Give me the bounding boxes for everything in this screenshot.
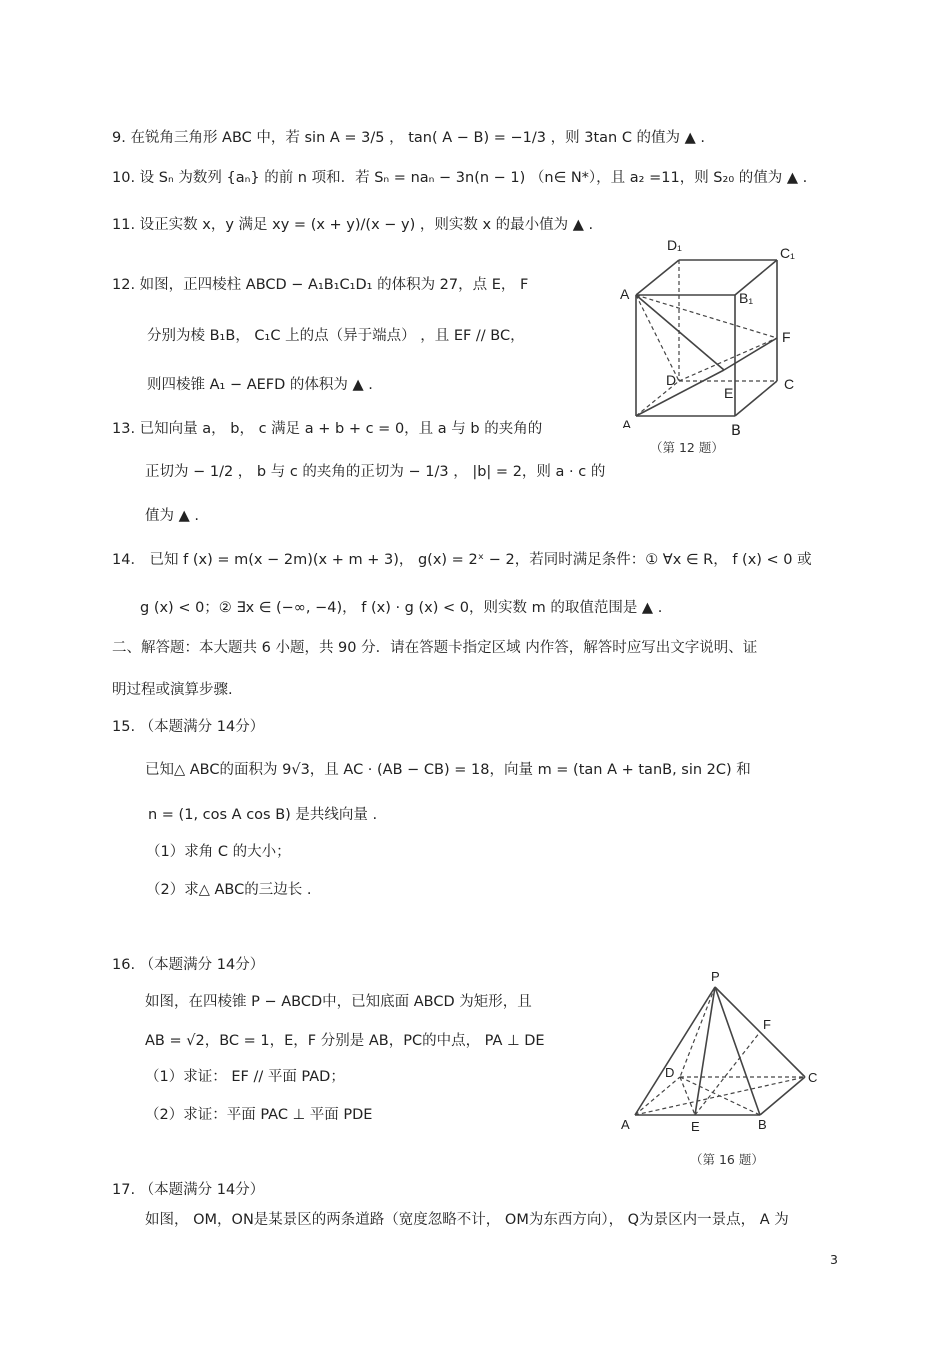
label-D: D (666, 372, 677, 388)
label-F16: F (763, 1017, 771, 1032)
label-C1: C₁ (780, 245, 795, 261)
pyramid-diagram (615, 965, 825, 1135)
label-D16: D (665, 1065, 675, 1080)
question-13-line3: 值为 ▲ . (145, 508, 199, 524)
question-14-line1: 14． 已知 f (x) = m(x − 2m)(x + m + 3)， g(x) = 2ˣ − 2，若同时满足条件：① ∀x ∈ R， f (x) < 0 或 (112, 552, 812, 568)
label-C: C (784, 376, 795, 392)
question-12-line3: 则四棱锥 A₁ − AEFD 的体积为 ▲ . (147, 377, 373, 393)
question-14-line2: g (x) < 0；② ∃x ∈ (−∞, −4)， f (x) · g (x) < 0，则实数 m 的取值范围是 ▲ . (140, 600, 663, 616)
question-15-line2: n = (1, cos A cos B) 是共线向量 . (148, 807, 378, 823)
question-17-header: 17. （本题满分 14分） (112, 1182, 265, 1198)
question-15-line1: 已知△ ABC的面积为 9√3，且 AC · (AB − CB) = 18，向量 m = (tan A + tanB, sin 2C) 和 (145, 762, 751, 778)
label-A1: A (620, 286, 630, 302)
figure-12-prism (612, 228, 812, 428)
label-P: P (711, 969, 720, 984)
section-2-heading-cont: 明过程或演算步骤. (112, 682, 233, 698)
question-16-part2: （2）求证：平面 PAC ⊥ 平面 PDE (145, 1107, 373, 1123)
label-E: E (724, 385, 734, 401)
label-A: A (622, 417, 632, 428)
question-13-line1: 13. 已知向量 a， b， c 满足 a + b + c = 0，且 a 与 b 的夹角的 (112, 421, 543, 437)
page-number: 3 (830, 1252, 838, 1267)
question-17-line1: 如图， OM，ON是某景区的两条道路（宽度忽略不计， OM为东西方向）， Q为景区内一景点， A 为 (145, 1212, 789, 1228)
label-C16: C (808, 1070, 818, 1085)
question-12-line1: 12. 如图，正四棱柱 ABCD − A₁B₁C₁D₁ 的体积为 27，点 E， F (112, 277, 529, 293)
question-9: 9. 在锐角三角形 ABC 中，若 sin A = 3/5 ， tan( A − B) = −1/3 ，则 3tan C 的值为 ▲ . (112, 130, 706, 146)
question-10: 10. 设 Sₙ 为数列 {aₙ} 的前 n 项和．若 Sₙ = naₙ − 3n(n − 1) （n∈ N*），且 a₂ =11，则 S₂₀ 的值为 ▲ . (112, 170, 808, 186)
figure-16-caption: （第 16 题） (690, 1152, 764, 1167)
label-B16: B (758, 1117, 767, 1132)
question-16-line1: 如图，在四棱锥 P − ABCD中，已知底面 ABCD 为矩形，且 (145, 994, 532, 1010)
label-F: F (782, 329, 791, 345)
question-11: 11. 设正实数 x，y 满足 xy = (x + y)/(x − y) ，则实数 x 的最小值为 ▲ . (112, 217, 594, 233)
label-B-fig12: B (731, 423, 741, 439)
question-15-part1: （1）求角 C 的大小； (146, 844, 291, 860)
label-A16: A (621, 1117, 630, 1132)
label-E16: E (691, 1119, 700, 1134)
question-16-header: 16. （本题满分 14分） (112, 957, 265, 973)
question-16-line2: AB = √2，BC = 1，E，F 分别是 AB，PC的中点， PA ⊥ DE (145, 1033, 545, 1049)
label-B1: B₁ (739, 290, 754, 306)
question-13-line2: 正切为 − 1/2 ， b 与 c 的夹角的正切为 − 1/3 ， |b| = 2，则 a · c 的 (145, 464, 606, 480)
label-D1: D₁ (667, 237, 682, 253)
section-2-heading: 二、解答题：本大题共 6 小题，共 90 分．请在答题卡指定区域 内作答，解答时应写出文字说明、证 (112, 640, 758, 656)
prism-diagram (612, 228, 812, 428)
question-16-part1: （1）求证： EF // 平面 PAD； (145, 1069, 345, 1085)
question-15-part2: （2）求△ ABC的三边长 . (146, 882, 312, 898)
figure-16-pyramid (615, 965, 825, 1135)
question-12-line2: 分别为棱 B₁B， C₁C 上的点（异于端点） ，且 EF // BC， (147, 328, 525, 344)
question-15-header: 15. （本题满分 14分） (112, 719, 265, 735)
figure-12-caption: （第 12 题） (650, 440, 724, 455)
